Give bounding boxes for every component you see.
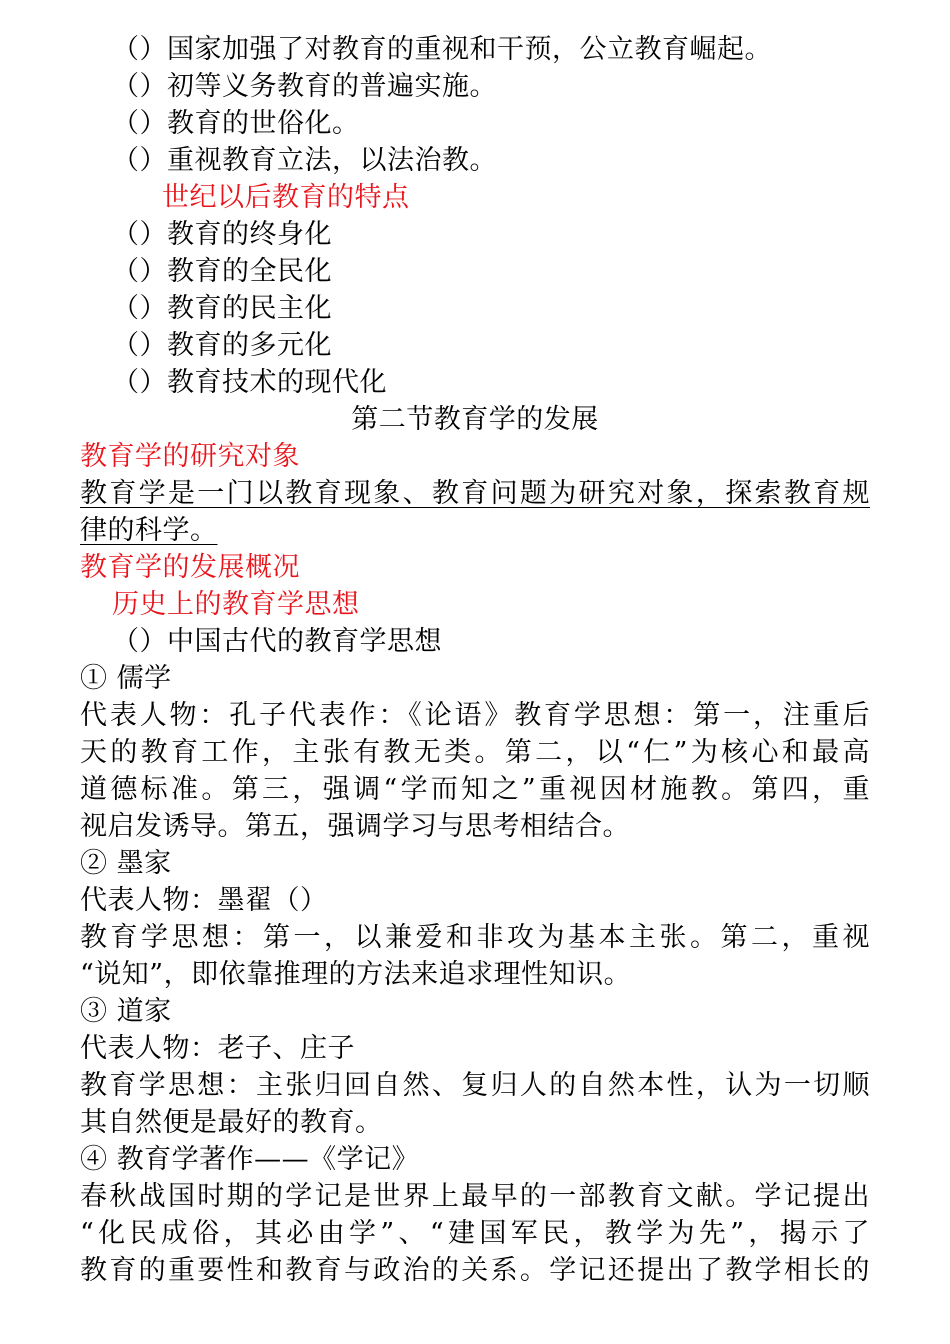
paragraph-line: 教育学思想：主张归回自然、复归人的自然本性，认为一切顺 bbox=[80, 1070, 870, 1101]
list-item: （）重视教育立法，以法治教。 bbox=[112, 145, 497, 176]
paragraph-line: 其自然便是最好的教育。 bbox=[80, 1107, 383, 1138]
paragraph-line: “说知”，即依靠推理的方法来追求理性知识。 bbox=[80, 959, 632, 990]
paragraph-line: 代表人物：孔子代表作：《论语》教育学思想：第一，注重后 bbox=[80, 700, 870, 731]
paragraph-line: 代表人物：墨翟（） bbox=[80, 885, 328, 916]
numbered-heading: ③ 道家 bbox=[80, 996, 172, 1027]
list-item: （）教育的多元化 bbox=[112, 330, 332, 361]
paragraph-line: “化民成俗，其必由学”、“建国军民，教学为先”，揭示了 bbox=[80, 1218, 870, 1249]
list-item: （）教育技术的现代化 bbox=[112, 367, 387, 398]
section-heading: 教育学的发展概况 bbox=[80, 552, 300, 583]
numbered-heading: ① 儒学 bbox=[80, 663, 172, 694]
paragraph-line: 视启发诱导。第五，强调学习与思考相结合。 bbox=[80, 811, 630, 842]
list-item: （）教育的民主化 bbox=[112, 293, 332, 324]
subsection-heading: 历史上的教育学思想 bbox=[112, 589, 360, 620]
numbered-heading: ② 墨家 bbox=[80, 848, 172, 879]
list-item: （）教育的终身化 bbox=[112, 219, 332, 250]
paragraph-line: 教育的重要性和教育与政治的关系。学记还提出了教学相长的 bbox=[80, 1255, 870, 1286]
list-item: （）教育的世俗化。 bbox=[112, 108, 360, 139]
list-item: （）初等义务教育的普遍实施。 bbox=[112, 71, 497, 102]
definition-text: 教育学是一门以教育现象、教育问题为研究对象，探索教育规 bbox=[80, 478, 870, 509]
paragraph-line: 教育学思想：第一，以兼爱和非攻为基本主张。第二，重视 bbox=[80, 922, 870, 953]
definition-text: 律的科学。 bbox=[80, 515, 218, 546]
chapter-title: 第二节教育学的发展 bbox=[351, 404, 599, 435]
list-item: （）教育的全民化 bbox=[112, 256, 332, 287]
paragraph-line: 春秋战国时期的学记是世界上最早的一部教育文献。学记提出 bbox=[80, 1181, 870, 1212]
section-heading: 世纪以后教育的特点 bbox=[162, 182, 410, 213]
paragraph-line: 代表人物：老子、庄子 bbox=[80, 1033, 355, 1064]
section-heading: 教育学的研究对象 bbox=[80, 441, 300, 472]
list-item: （）国家加强了对教育的重视和干预，公立教育崛起。 bbox=[112, 34, 772, 65]
numbered-heading: ④ 教育学著作——《学记》 bbox=[80, 1144, 420, 1175]
paragraph-line: 道德标准。第三，强调“学而知之”重视因材施教。第四，重 bbox=[80, 774, 870, 805]
paragraph-line: 天的教育工作，主张有教无类。第二，以“仁”为核心和最高 bbox=[80, 737, 870, 768]
list-item: （）中国古代的教育学思想 bbox=[112, 626, 442, 657]
